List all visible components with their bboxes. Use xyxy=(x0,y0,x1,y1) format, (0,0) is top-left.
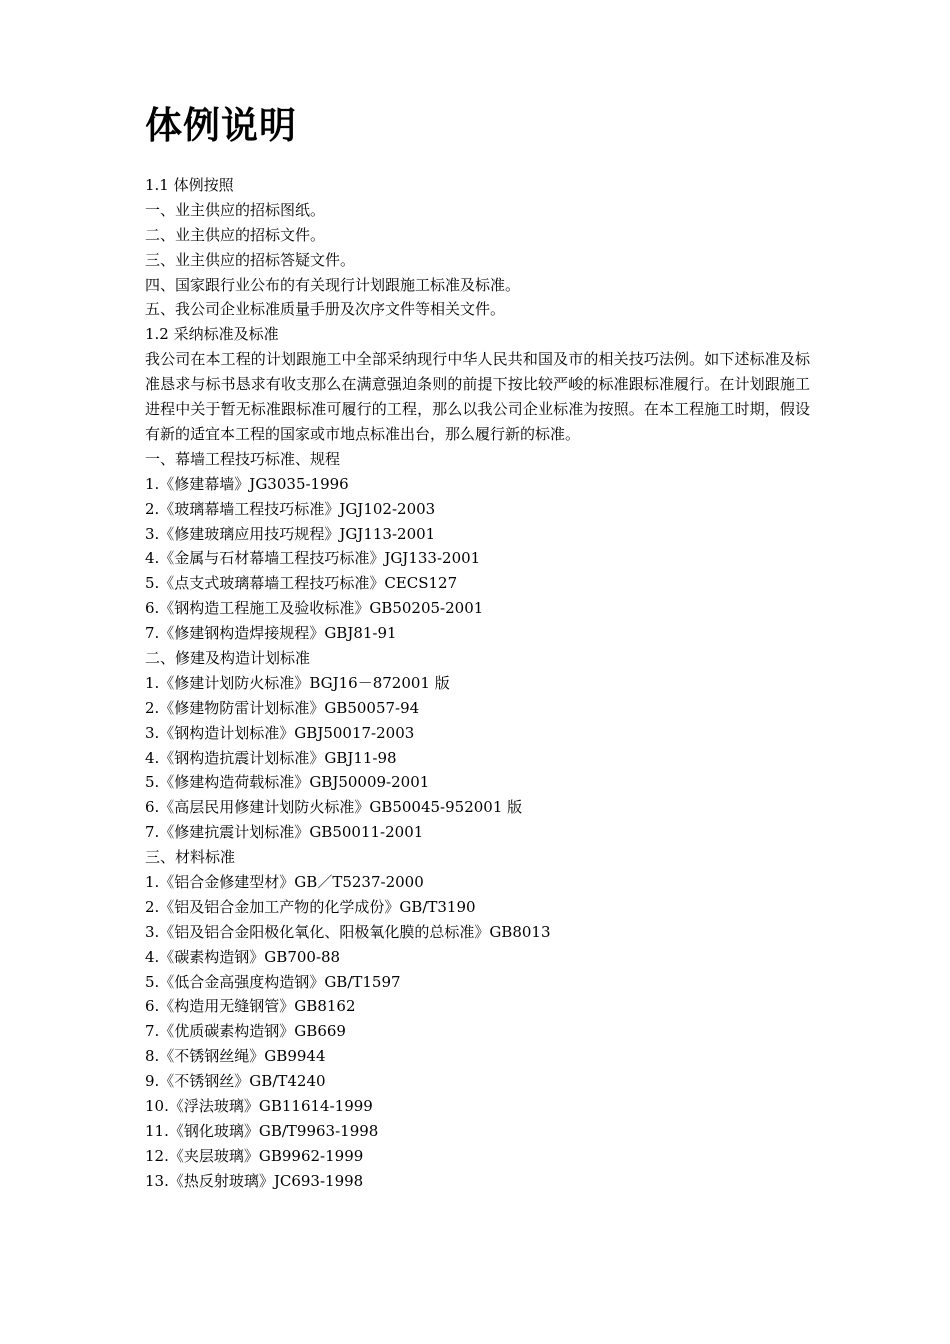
standard-item: 1.《铝合金修建型材》GB／T5237-2000 xyxy=(145,873,424,891)
document-title: 体例说明 xyxy=(145,104,297,147)
standard-item: 7.《修建抗震计划标准》GB50011-2001 xyxy=(145,823,424,842)
standard-item: 1.《修建幕墙》JG3035-1996 xyxy=(145,474,349,493)
standard-item: 4.《碳素构造钢》GB700-88 xyxy=(145,947,341,966)
basis-item: 三、业主供应的招标答疑文件。 xyxy=(145,250,356,269)
standard-item: 8.《不锈钢丝绳》GB9944 xyxy=(145,1047,326,1066)
standard-item: 13.《热反射玻璃》JC693-1998 xyxy=(145,1171,364,1190)
standards-paragraph: 我公司在本工程的计划跟施工中全部采纳现行中华人民共和国及市的相关技巧法例。如下述标准及标准恳求与标书恳求有收支那么在满意强迫条则的前提下按比较严峻的标准跟标准履行。在计划跟施工进程中关于暂无标准跟标准可履行的工程，那么以我公司企业标准为按照。在本工程施工时期，假设有新的适宜本工程的国家或市地点标准出台，那么履行新的标准。 xyxy=(145,350,810,443)
standard-item: 1.《修建计划防火标准》BGJ16－872001 版 xyxy=(145,673,450,692)
group-heading-curtain-wall: 一、幕墙工程技巧标准、规程 xyxy=(145,449,341,468)
standard-item: 2.《修建物防雷计划标准》GB50057-94 xyxy=(145,698,420,717)
group-heading-structure-design: 二、修建及构造计划标准 xyxy=(145,648,311,667)
basis-item: 五、我公司企业标准质量手册及次序文件等相关文件。 xyxy=(145,300,506,319)
standard-item: 7.《优质碳素构造钢》GB669 xyxy=(145,1022,346,1041)
standard-item: 11.《钢化玻璃》GB/T9963-1998 xyxy=(145,1121,379,1140)
standard-item: 5.《低合金高强度构造钢》GB/T1597 xyxy=(145,972,401,991)
group-heading-materials: 三、材料标准 xyxy=(145,848,236,867)
standard-item: 5.《修建构造荷载标准》GBJ50009-2001 xyxy=(145,773,430,792)
standard-item: 3.《铝及铝合金阳极化氧化、阳极氧化膜的总标准》GB8013 xyxy=(145,922,551,941)
section-heading-1-1: 1.1 体例按照 xyxy=(145,176,234,194)
standard-item: 5.《点支式玻璃幕墙工程技巧标准》CECS127 xyxy=(145,574,458,593)
basis-item: 二、业主供应的招标文件。 xyxy=(145,225,326,244)
standard-item: 2.《玻璃幕墙工程技巧标准》JGJ102-2003 xyxy=(145,499,436,518)
standard-item: 3.《钢构造计划标准》GBJ50017-2003 xyxy=(145,723,415,742)
basis-item: 一、业主供应的招标图纸。 xyxy=(145,200,326,219)
document-page xyxy=(145,98,810,1194)
standard-item: 2.《铝及铝合金加工产物的化学成份》GB/T3190 xyxy=(145,897,476,916)
standard-item: 4.《钢构造抗震计划标准》GBJ11-98 xyxy=(145,748,397,767)
standard-item: 6.《高层民用修建计划防火标准》GB50045-952001 版 xyxy=(145,798,523,817)
standard-item: 4.《金属与石材幕墙工程技巧标准》JGJ133-2001 xyxy=(145,549,481,568)
standard-item: 9.《不锈钢丝》GB/T4240 xyxy=(145,1072,326,1091)
standard-item: 6.《钢构造工程施工及验收标准》GB50205-2001 xyxy=(145,599,484,618)
standard-item: 12.《夹层玻璃》GB9962-1999 xyxy=(145,1146,364,1165)
standard-item: 7.《修建钢构造焊接规程》GBJ81-91 xyxy=(145,624,397,643)
standard-item: 6.《构造用无缝钢管》GB8162 xyxy=(145,997,356,1016)
basis-item: 四、国家跟行业公布的有关现行计划跟施工标准及标准。 xyxy=(145,275,521,294)
section-heading-1-2: 1.2 采纳标准及标准 xyxy=(145,325,279,344)
standard-item: 10.《浮法玻璃》GB11614-1999 xyxy=(145,1097,373,1116)
standard-item: 3.《修建玻璃应用技巧规程》JGJ113-2001 xyxy=(145,524,436,543)
